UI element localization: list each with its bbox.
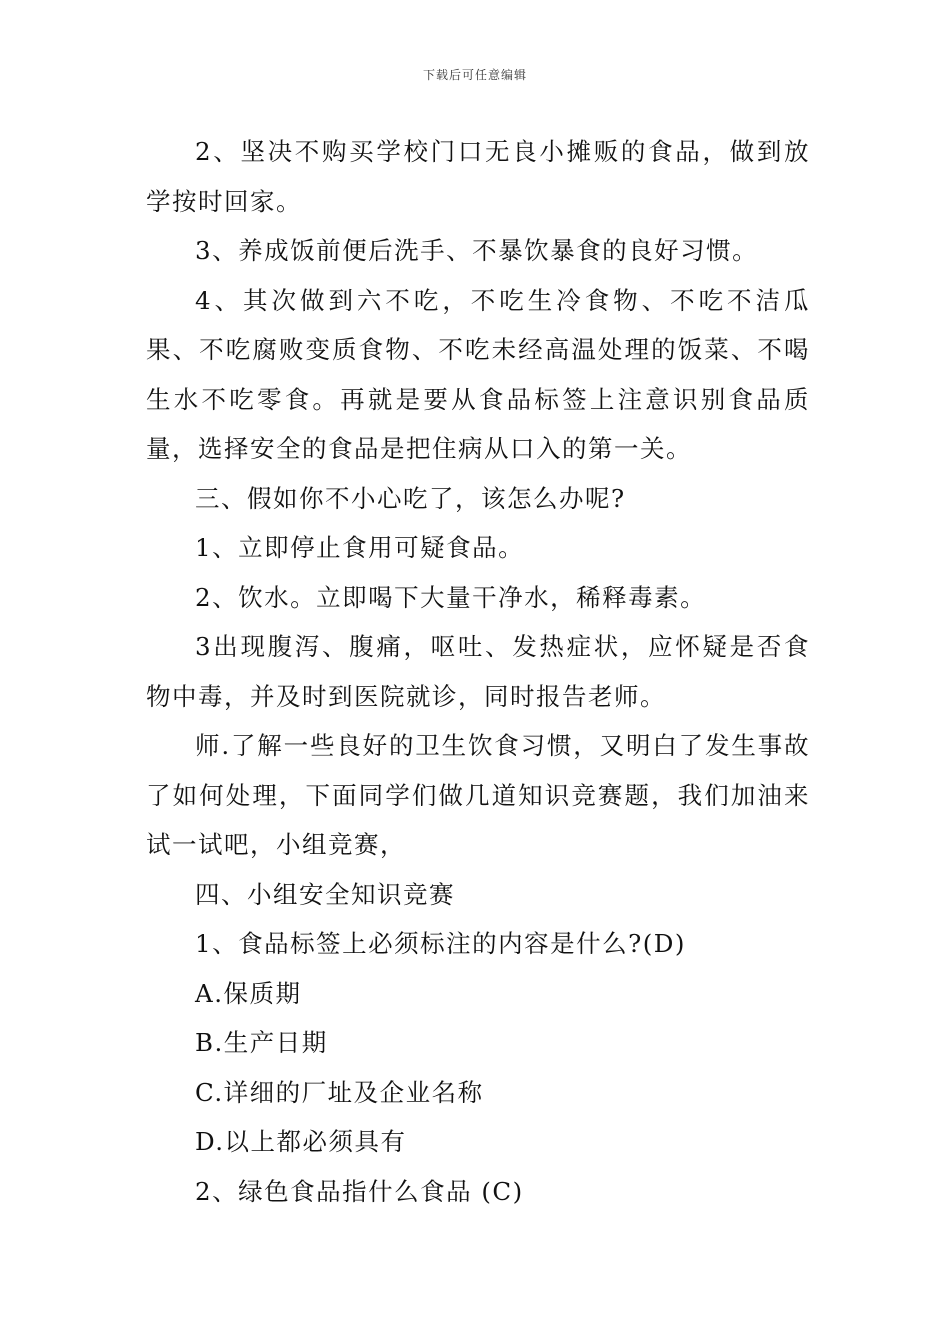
paragraph-step-2: 2、饮水。立即喝下大量干净水，稀释毒素。	[195, 582, 707, 612]
section-heading-3: 三、假如你不小心吃了，该怎么办呢?	[195, 483, 626, 513]
page-header-note: 下载后可任意编辑	[422, 68, 527, 82]
quiz-option-b: B.生产日期	[195, 1028, 328, 1057]
section-heading-4: 四、小组安全知识竞赛	[195, 879, 455, 909]
quiz-option-d: D.以上都必须具有	[195, 1127, 407, 1156]
document-body	[146, 127, 810, 1216]
paragraph-teacher: 师.了解一些良好的卫生饮食习惯，又明白了发生事故了如何处理，下面同学们做几道知识竞赛题，我们加油来试一试吧，小组竞赛，	[146, 731, 810, 859]
quiz-question-2: 2、绿色食品指什么食品 (C)	[195, 1176, 524, 1206]
paragraph-rule-4: 4、其次做到六不吃，不吃生冷食物、不吃不洁瓜果、不吃腐败变质食物、不吃未经高温处理的饭菜、不喝生水不吃零食。再就是要从食品标签上注意识别食品质量，选择安全的食品是把住病从口入的第一关。	[146, 285, 810, 463]
paragraph-rule-3: 3、养成饭前便后洗手、不暴饮暴食的良好习惯。	[195, 236, 759, 265]
paragraph-step-1: 1、立即停止食用可疑食品。	[195, 533, 525, 562]
paragraph-step-3: 3出现腹泻、腹痛，呕吐、发热症状，应怀疑是否食物中毒，并及时到医院就诊，同时报告老师。	[146, 632, 810, 711]
quiz-option-a: A.保质期	[195, 978, 302, 1008]
quiz-question-1: 1、食品标签上必须标注的内容是什么?(D)	[195, 929, 686, 958]
quiz-option-c: C.详细的厂址及企业名称	[195, 1077, 484, 1107]
paragraph-rule-2: 2、坚决不购买学校门口无良小摊贩的食品，做到放学按时回家。	[146, 137, 810, 216]
